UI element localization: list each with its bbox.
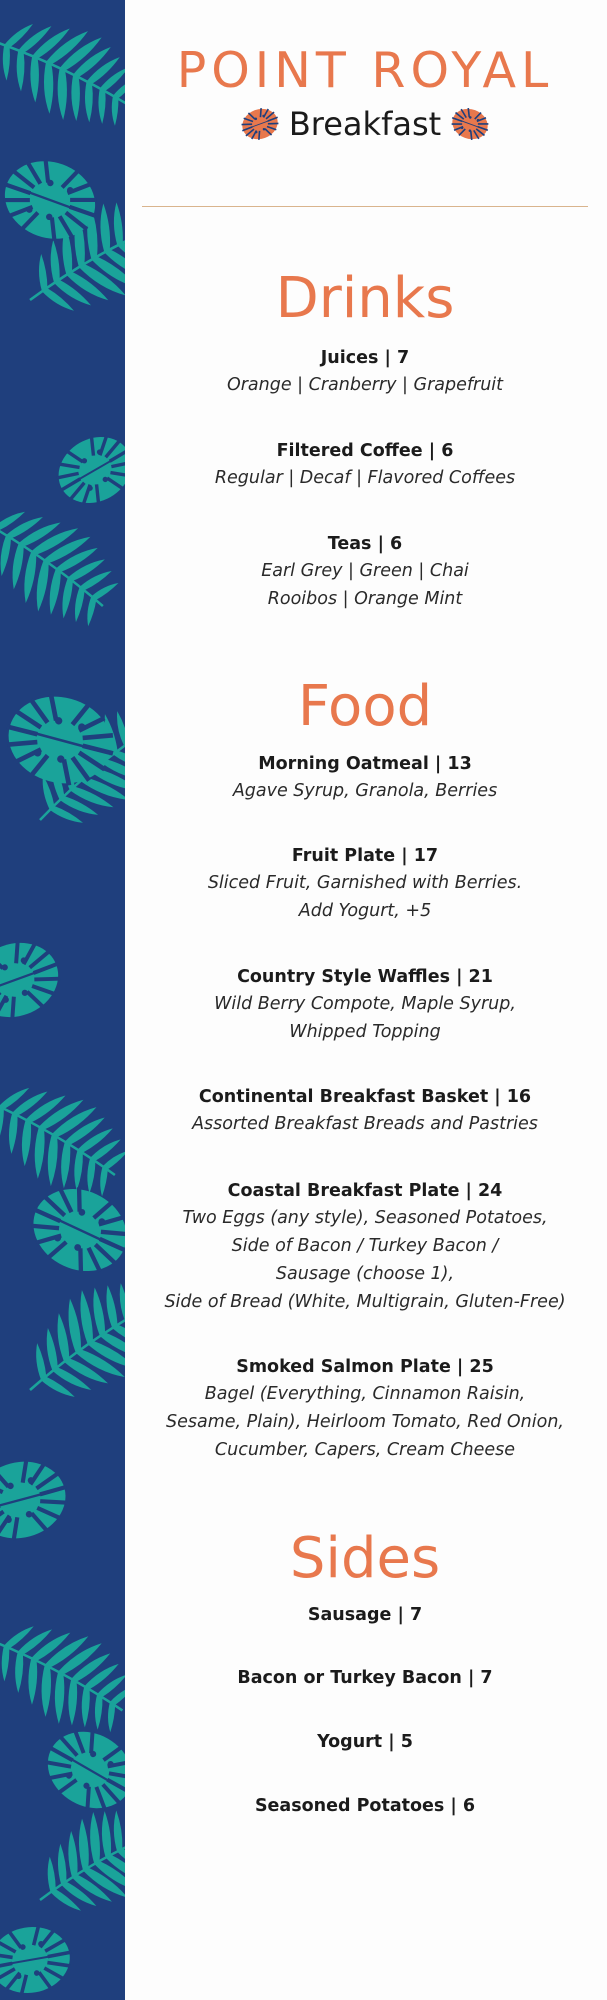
palm-leaf-pattern-icon — [0, 0, 125, 2000]
menu-subtitle: Breakfast — [288, 105, 442, 143]
item-description: Orange | Cranberry | Grapefruit — [226, 375, 504, 395]
menu-item-seasoned-potatoes — [140, 1793, 590, 1819]
item-description: Cucumber, Capers, Cream Cheese — [214, 1440, 516, 1460]
menu-item-coastal-breakfast-plate — [140, 1178, 590, 1316]
item-description: Sausage (choose 1), — [275, 1264, 455, 1284]
item-name: Teas | 6 — [327, 534, 403, 554]
menu-item-filtered-coffee — [140, 438, 590, 492]
item-description: Regular | Decaf | Flavored Coffees — [214, 468, 516, 488]
subtitle-row — [140, 104, 590, 144]
menu-item-sausage — [140, 1602, 590, 1628]
item-description: Bagel (Everything, Cinnamon Raisin, — [204, 1384, 526, 1404]
section-title-drinks: Drinks — [275, 266, 455, 331]
item-name: Bacon or Turkey Bacon | 7 — [237, 1668, 493, 1688]
item-name: Country Style Waffles | 21 — [237, 967, 493, 987]
tropical-leaf-sidebar — [0, 0, 125, 2000]
menu-item-country-style-waffles — [140, 964, 590, 1046]
item-name: Sausage | 7 — [307, 1605, 423, 1625]
item-description: Rooibos | Orange Mint — [267, 589, 463, 609]
item-description: Side of Bread (White, Multigrain, Gluten-Free) — [164, 1292, 566, 1312]
monstera-leaf-icon — [237, 104, 283, 144]
item-name: Morning Oatmeal | 13 — [258, 754, 472, 774]
section-title-sides: Sides — [289, 1526, 441, 1591]
item-description: Assorted Breakfast Breads and Pastries — [192, 1114, 538, 1134]
header-divider — [142, 206, 588, 207]
monstera-leaf-icon — [447, 104, 493, 144]
item-description: Side of Bacon / Turkey Bacon / — [231, 1236, 499, 1256]
item-description: Add Yogurt, +5 — [298, 901, 432, 921]
item-name: Seasoned Potatoes | 6 — [254, 1796, 476, 1816]
item-description: Two Eggs (any style), Seasoned Potatoes, — [182, 1208, 548, 1228]
menu-item-morning-oatmeal — [140, 751, 590, 805]
menu-item-teas — [140, 531, 590, 613]
menu-content — [140, 0, 590, 2000]
brand-title: POINT ROYAL — [176, 42, 554, 99]
item-description: Agave Syrup, Granola, Berries — [232, 781, 498, 801]
item-description: Wild Berry Compote, Maple Syrup, — [214, 994, 516, 1014]
item-description: Earl Grey | Green | Chai — [261, 561, 469, 581]
item-name: Filtered Coffee | 6 — [276, 441, 454, 461]
menu-item-juices — [140, 345, 590, 399]
menu-item-fruit-plate — [140, 843, 590, 925]
menu-item-bacon — [140, 1665, 590, 1691]
item-name: Fruit Plate | 17 — [291, 846, 439, 866]
item-description: Whipped Topping — [289, 1022, 441, 1042]
item-name: Continental Breakfast Basket | 16 — [198, 1087, 532, 1107]
item-name: Yogurt | 5 — [317, 1732, 413, 1752]
item-name: Juices | 7 — [320, 348, 410, 368]
item-name: Coastal Breakfast Plate | 24 — [227, 1181, 503, 1201]
menu-item-yogurt — [140, 1729, 590, 1755]
menu-item-continental-breakfast-basket — [140, 1084, 590, 1138]
menu-item-smoked-salmon-plate — [140, 1354, 590, 1464]
section-title-food: Food — [297, 674, 433, 739]
item-description: Sesame, Plain), Heirloom Tomato, Red Onion, — [166, 1412, 564, 1432]
item-description: Sliced Fruit, Garnished with Berries. — [207, 873, 523, 893]
item-name: Smoked Salmon Plate | 25 — [236, 1357, 494, 1377]
